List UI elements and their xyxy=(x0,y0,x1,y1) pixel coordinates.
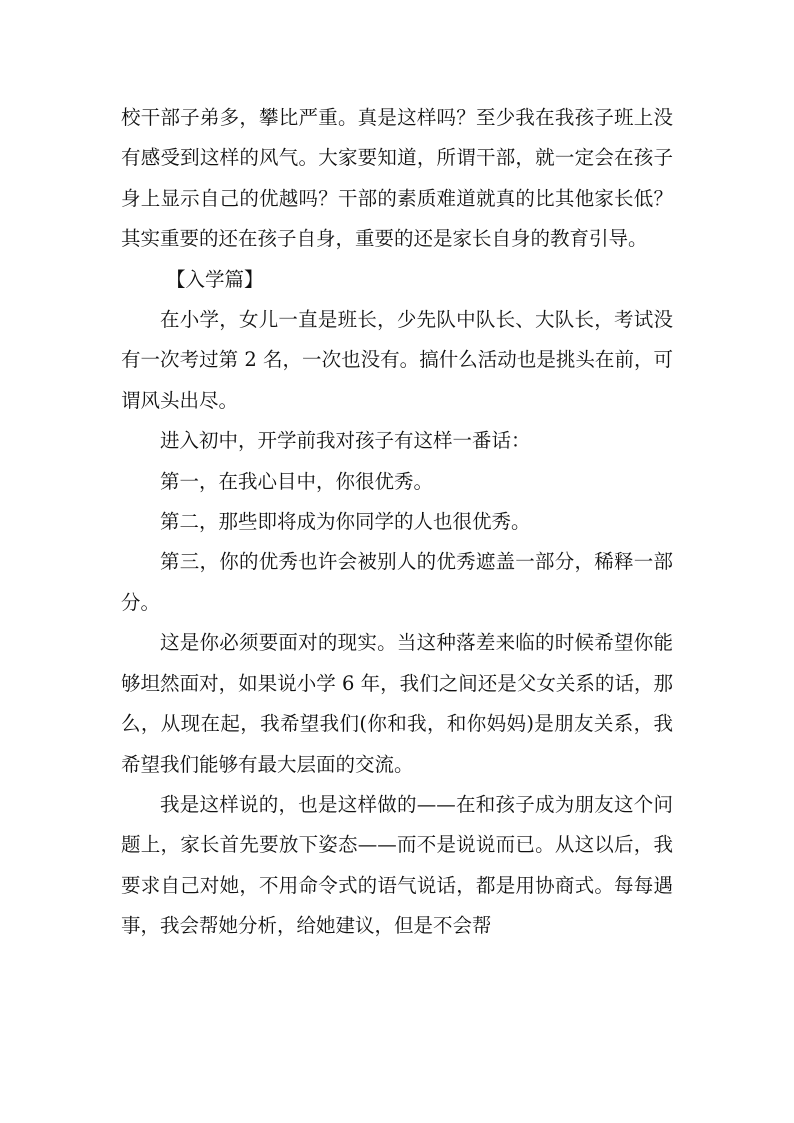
section-heading: 【入学篇】 xyxy=(166,267,264,291)
paragraph-9: 我是这样说的，也是这样做的——在和孩子成为朋友这个问题上，家长首先要放下姿态——而不是说说而已。从这以后，我要求自己对她，不用命令式的语气说话，都是用协商式。每每遇事，我会帮她分析，给她建议，但是不会帮 xyxy=(121,792,673,938)
paragraph-3: 在小学，女儿一直是班长，少先队中队长、大队长，考试没有一次考过第 2 名，一次也没有。搞什么活动也是挑头在前，可谓风头出尽。 xyxy=(121,308,673,412)
paragraph-1: 校干部子弟多，攀比严重。真是这样吗？至少我在我孩子班上没有感受到这样的风气。大家要知道，所谓干部，就一定会在孩子身上显示自己的优越吗？干部的素质难道就真的比其他家长低？其实重要的还在孩子自身，重要的还是家长自身的教育引导。 xyxy=(121,106,673,251)
paragraph-6: 第二，那些即将成为你同学的人也很优秀。 xyxy=(160,510,531,534)
paragraph-4: 进入初中，开学前我对孩子有这样一番话： xyxy=(160,429,531,453)
paragraph-5: 第一，在我心目中，你很优秀。 xyxy=(160,469,434,493)
document-body xyxy=(121,98,673,947)
paragraph-7: 第三，你的优秀也许会被别人的优秀遮盖一部分，稀释一部分。 xyxy=(121,550,673,614)
paragraph-8: 这是你必须要面对的现实。当这种落差来临的时候希望你能够坦然面对，如果说小学 6 年，我们之间还是父女关系的话，那么，从现在起，我希望我们(你和我，和你妈妈)是朋友关系，我希望我们能够有最大层面的交流。 xyxy=(121,631,673,776)
